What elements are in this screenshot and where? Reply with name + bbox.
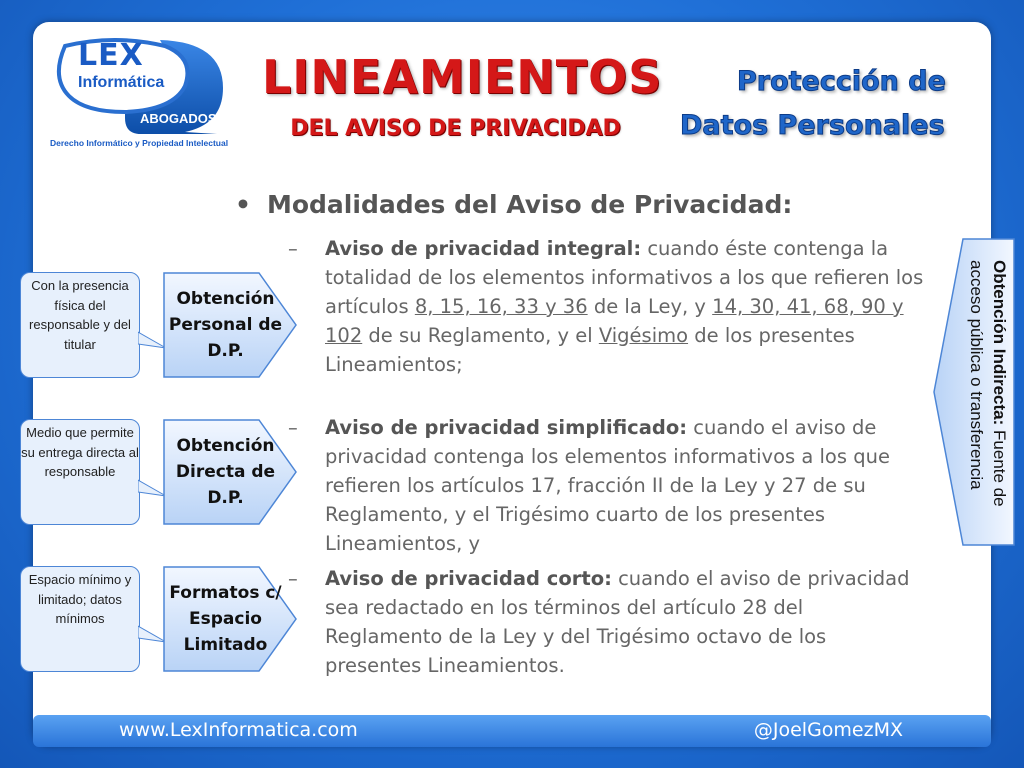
callout-note-formatos: Espacio mínimo y limitado; datos mínimos (20, 566, 140, 672)
right-label-rest: Fuente de acceso pública o transferencia (967, 260, 1009, 507)
section-heading (235, 190, 792, 219)
item-text (325, 234, 925, 379)
list-item-corto (288, 564, 928, 684)
bullet-icon: • (235, 190, 251, 219)
logo-badge: ABOGADOS (140, 111, 217, 126)
article-ref: Vigésimo (598, 324, 689, 347)
item-term: Aviso de privacidad corto: (325, 567, 612, 590)
footer-bar (33, 715, 991, 747)
item-term: Aviso de privacidad simplificado: (325, 416, 688, 439)
item-body: cuando el aviso de privacidad contenga los elementos informativos a los que refieren los artículos 17, fracción II de la Ley y 27 de su Reglamento, y el Trigésimo cuarto de los presentes Lineamientos, y (325, 416, 890, 555)
label-obtencion-personal (163, 272, 298, 378)
item-text (325, 564, 925, 680)
right-label-bold: Obtención Indirecta: (990, 260, 1009, 426)
footer-handle: @JoelGomezMX (753, 719, 903, 741)
label-formatos-espacio-limitado (163, 566, 298, 672)
dash-icon: – (288, 237, 298, 260)
logo-sub-brand: Informática (78, 74, 165, 91)
footer-website: www.LexInformatica.com (119, 719, 358, 741)
dash-icon: – (288, 416, 298, 439)
item-body: de la Ley, y (587, 295, 713, 318)
arrow-label: Obtención Directa de D.P. (175, 436, 276, 508)
heading-text: Modalidades del Aviso de Privacidad: (266, 190, 793, 219)
title-subtitle: DEL AVISO DE PRIVACIDAD (290, 116, 621, 141)
obtencion-indirecta-label (939, 260, 1011, 552)
logo-tagline: Derecho Informático y Propiedad Intelectual (50, 138, 229, 148)
logo-brand: LEX (78, 38, 144, 73)
list-item-integral (288, 234, 928, 409)
callout-note-personal: Con la presencia física del responsable y del titular (20, 272, 140, 378)
article-ref: 8, 15, 16, 33 y 36 (414, 295, 588, 318)
arrow-label: Formatos c/ Espacio Limitado (169, 583, 282, 655)
title-right-line1: Protección de (737, 66, 946, 97)
item-term: Aviso de privacidad integral: (325, 237, 642, 260)
item-body: cuando el aviso de privacidad sea redactado en los términos del artículo 28 del Reglamento de la Ley y del Trigésimo octavo de los presentes Lineamientos. (325, 567, 910, 677)
item-body: de los presentes Lineamientos; (325, 324, 855, 376)
article-ref: 14, 30, 41, 68, 90 y 102 (325, 295, 904, 347)
label-obtencion-directa (163, 419, 298, 525)
title-main: LINEAMIENTOS (262, 50, 663, 104)
arrow-label: Obtención Personal de D.P. (168, 289, 283, 361)
lex-informatica-logo (45, 38, 229, 153)
dash-icon: – (288, 567, 298, 590)
item-body: de su Reglamento, y el (362, 324, 599, 347)
item-text (325, 413, 925, 558)
list-item-simplificado (288, 413, 928, 563)
title-right-line2: Datos Personales (680, 110, 945, 141)
item-body: cuando éste contenga la totalidad de los elementos informativos a los que refieren los artículos (325, 237, 924, 318)
callout-note-directa: Medio que permite su entrega directa al responsable (20, 419, 140, 525)
